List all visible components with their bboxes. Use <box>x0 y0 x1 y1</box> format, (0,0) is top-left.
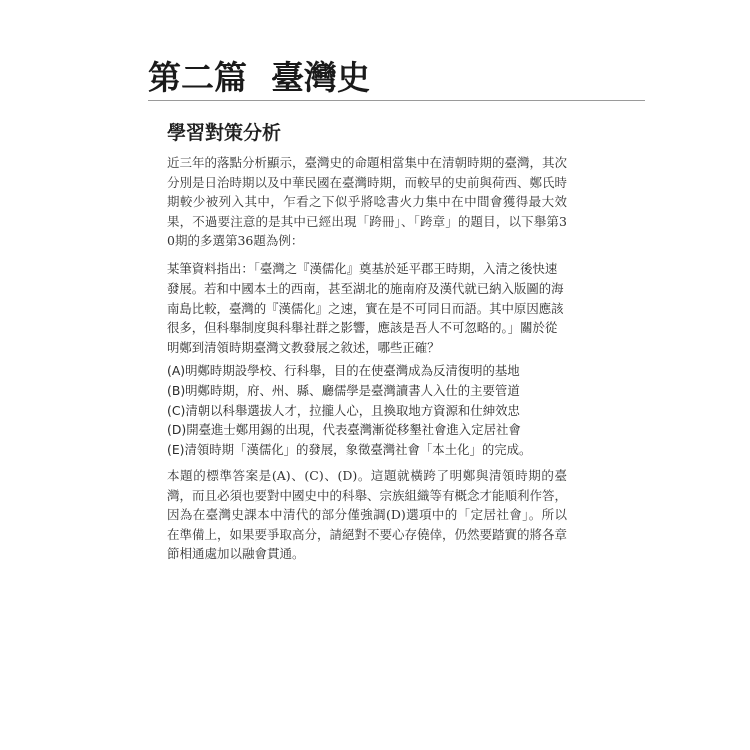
option-a: (A)明鄭時期設學校、行科舉，目的在使臺灣成為反清復明的基地 <box>167 363 520 378</box>
question-text: 某筆資料指出：「臺灣之『漢儒化』奠基於延平郡王時期，入清之後快速發展。若和中國本土的西南，甚至湖北的施南府及漢代就已納入版圖的海南島比較，臺灣的『漢儒化』之速，實在是不可同日而語。其中原因應該很多，但科舉制度與科舉社群之影響，應該是吾人不可忽略的。」關於從明鄭到清領時期臺灣文教發展之敘述，哪些正確？ <box>167 261 564 356</box>
option-e: (E)清領時期「漢儒化」的發展，象徵臺灣社會「本土化」的完成。 <box>167 442 532 458</box>
part-number-label: 第二篇 <box>148 58 247 97</box>
answer-options <box>167 361 567 460</box>
analysis-paragraph: 本題的標準答案是(A)、(C)、(D)。這題就橫跨了明鄭與清領時期的臺灣，而且必須也要對中國史中的科舉、宗族組織等有概念才能順利作答，因為在臺灣史課本中清代的部分僅強調(D)選項中的「定居社會」。所以在準備上，如果要爭取高分，請絕對不要心存僥倖，仍然要踏實的將各章節相通處加以融會貫通。 <box>167 468 568 562</box>
option-b: (B)明鄭時期，府、州、縣、廳儒學是臺灣讀書人入仕的主要管道 <box>167 382 520 398</box>
section-heading: 學習對策分析 <box>167 122 282 144</box>
title-divider <box>148 100 645 101</box>
option-d: (D)開臺進士鄭用錫的出現，代表臺灣漸從移墾社會進入定居社會 <box>167 422 521 438</box>
part-title <box>148 56 370 100</box>
intro-paragraph: 近三年的落點分析顯示，臺灣史的命題相當集中在清朝時期的臺灣，其次分別是日治時期以及中華民國在臺灣時期，而較早的史前與荷西、鄭氏時期較少被列入其中，乍看之下似乎將唸書火力集中在中間會獲得最大效果，不過要注意的是其中已經出現「跨冊」、「跨章」的題目，以下舉第30期的多選第36題為例： <box>167 155 568 249</box>
option-c: (C)清朝以科舉選拔人才，拉攏人心，且換取地方資源和仕紳效忠 <box>167 402 520 418</box>
part-name: 臺灣史 <box>271 58 370 97</box>
